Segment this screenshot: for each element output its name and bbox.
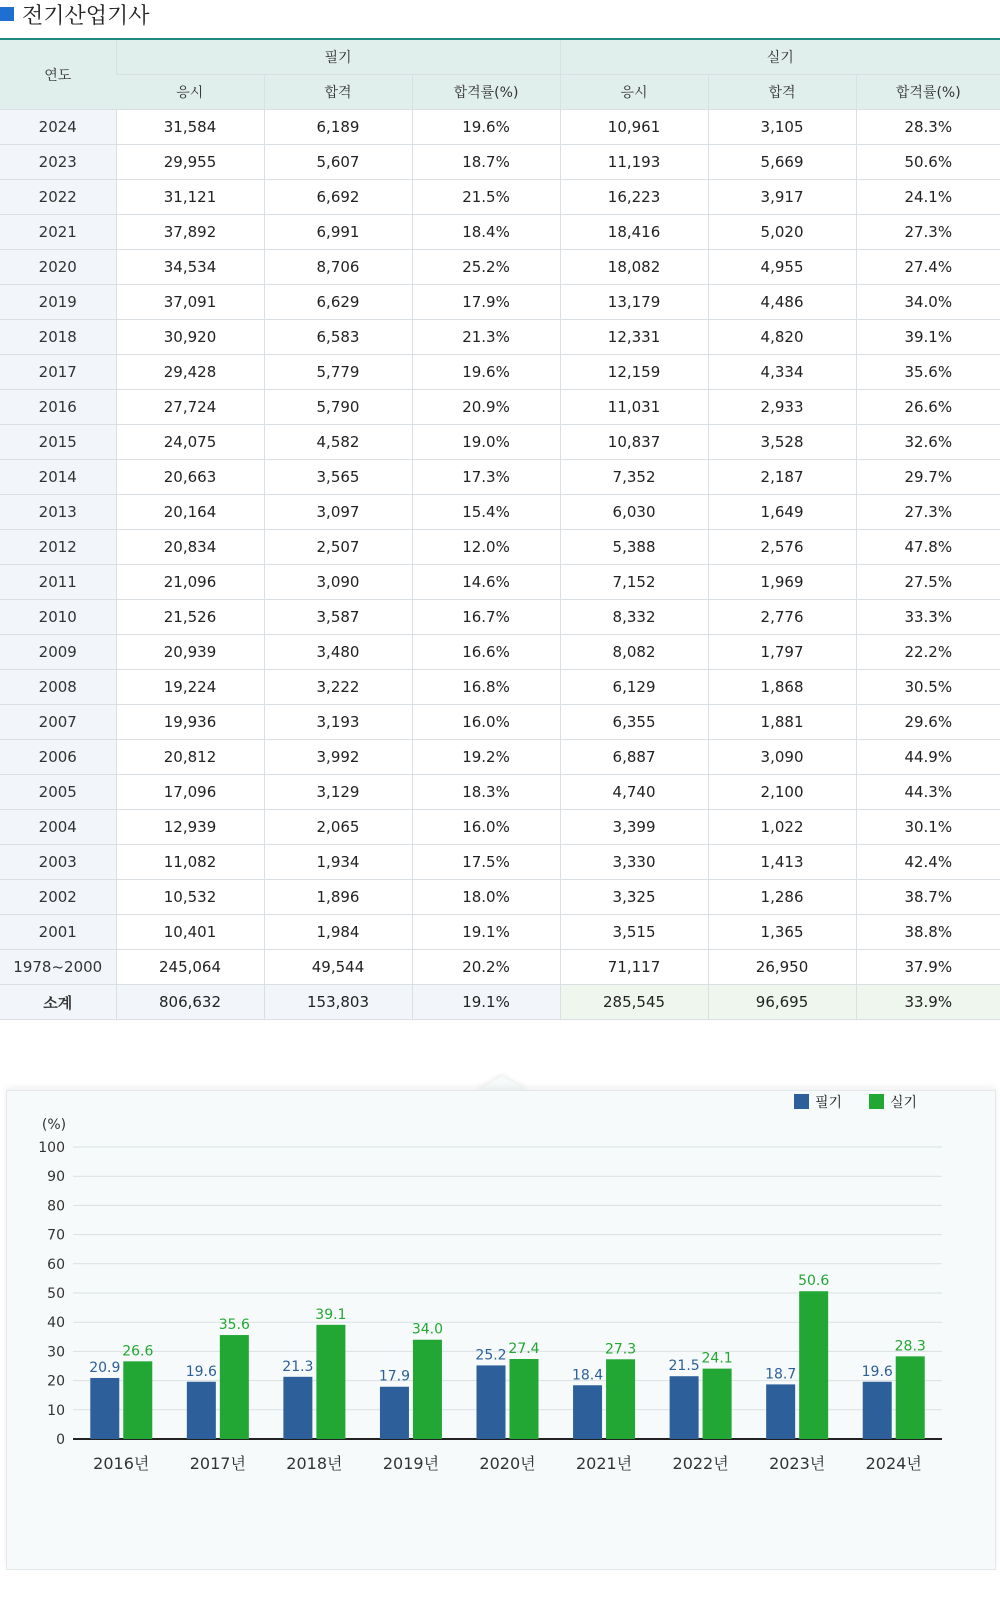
table-cell: 3,105 [708, 110, 856, 145]
table-cell: 19.6% [412, 355, 560, 390]
table-cell: 21.5% [412, 180, 560, 215]
table-cell: 16.0% [412, 810, 560, 845]
y-tick-label: 50 [47, 1286, 65, 1302]
y-tick-label: 80 [47, 1198, 65, 1215]
x-tick-label: 2017년 [189, 1454, 246, 1473]
table-cell: 3,330 [560, 845, 708, 880]
y-tick-label: 100 [38, 1140, 65, 1156]
table-cell: 31,584 [116, 110, 264, 145]
table-cell: 29.6% [856, 705, 1000, 740]
table-cell: 6,692 [264, 180, 412, 215]
table-row [0, 460, 1000, 495]
table-cell: 3,222 [264, 670, 412, 705]
table-cell: 21,096 [116, 565, 264, 600]
table-cell: 16,223 [560, 180, 708, 215]
table-cell: 5,607 [264, 145, 412, 180]
year-cell: 2010 [0, 600, 116, 635]
table-cell: 3,528 [708, 425, 856, 460]
table-cell: 12,331 [560, 320, 708, 355]
table-cell: 19.0% [412, 425, 560, 460]
y-tick-label: 20 [47, 1373, 65, 1390]
table-cell: 3,129 [264, 775, 412, 810]
table-cell: 4,582 [264, 425, 412, 460]
total-cell: 806,632 [116, 985, 264, 1020]
bar-silgi [896, 1356, 925, 1439]
table-cell: 10,961 [560, 110, 708, 145]
year-cell: 2009 [0, 635, 116, 670]
data-label: 39.1 [315, 1306, 347, 1323]
table-cell: 2,065 [264, 810, 412, 845]
year-cell: 2015 [0, 425, 116, 460]
legend-swatch-pilgi [794, 1094, 809, 1109]
x-tick-label: 2016년 [93, 1454, 150, 1473]
table-cell: 5,388 [560, 530, 708, 565]
table-cell: 20.2% [412, 950, 560, 985]
title-marker-icon [0, 7, 14, 21]
bar-silgi [510, 1359, 539, 1439]
table-cell: 13,179 [560, 285, 708, 320]
table-cell: 10,837 [560, 425, 708, 460]
data-label: 50.6 [798, 1273, 830, 1290]
table-cell: 1,896 [264, 880, 412, 915]
table-cell: 4,740 [560, 775, 708, 810]
total-cell: 33.9% [856, 985, 1000, 1020]
table-cell: 30.5% [856, 670, 1000, 705]
table-row [0, 670, 1000, 705]
table-cell: 17.5% [412, 845, 560, 880]
table-row [0, 495, 1000, 530]
table-cell: 1,649 [708, 495, 856, 530]
year-cell: 2024 [0, 110, 116, 145]
table-cell: 44.3% [856, 775, 1000, 810]
table-cell: 4,486 [708, 285, 856, 320]
table-cell: 6,129 [560, 670, 708, 705]
year-cell: 2002 [0, 880, 116, 915]
data-label: 18.4 [571, 1367, 604, 1384]
table-cell: 21,526 [116, 600, 264, 635]
legend-label-silgi: 실기 [890, 1095, 918, 1111]
table-row [0, 110, 1000, 145]
table-cell: 11,031 [560, 390, 708, 425]
table-cell: 12,939 [116, 810, 264, 845]
table-cell: 18,416 [560, 215, 708, 250]
table-cell: 42.4% [856, 845, 1000, 880]
table-row [0, 950, 1000, 985]
table-cell: 3,565 [264, 460, 412, 495]
table-row [0, 740, 1000, 775]
year-cell: 2021 [0, 215, 116, 250]
table-cell: 33.3% [856, 600, 1000, 635]
table-row [0, 880, 1000, 915]
legend-swatch-silgi [869, 1094, 884, 1109]
table-cell: 12.0% [412, 530, 560, 565]
page-title [0, 0, 150, 28]
table-cell: 25.2% [412, 250, 560, 285]
year-cell: 2004 [0, 810, 116, 845]
table-cell: 19.6% [412, 110, 560, 145]
year-cell: 2001 [0, 915, 116, 950]
table-row [0, 705, 1000, 740]
table-cell: 18.0% [412, 880, 560, 915]
bar-silgi [703, 1369, 732, 1439]
data-label: 20.9 [89, 1359, 121, 1376]
sub-header-row [0, 75, 1000, 110]
table-cell: 20,834 [116, 530, 264, 565]
table-cell: 21.3% [412, 320, 560, 355]
table-cell: 14.6% [412, 565, 560, 600]
table-cell: 3,917 [708, 180, 856, 215]
data-label: 17.9 [378, 1368, 411, 1385]
table-cell: 2,576 [708, 530, 856, 565]
table-cell: 38.7% [856, 880, 1000, 915]
table-cell: 10,401 [116, 915, 264, 950]
table-cell: 3,193 [264, 705, 412, 740]
bar-silgi [123, 1361, 152, 1439]
year-cell: 2016 [0, 390, 116, 425]
table-cell: 18.3% [412, 775, 560, 810]
y-tick-label: 0 [56, 1432, 65, 1448]
table-cell: 6,583 [264, 320, 412, 355]
x-tick-label: 2023년 [769, 1454, 826, 1473]
table-row [0, 810, 1000, 845]
data-label: 21.3 [282, 1358, 314, 1375]
table-cell: 31,121 [116, 180, 264, 215]
table-row [0, 180, 1000, 215]
table-cell: 27.3% [856, 215, 1000, 250]
table-cell: 6,991 [264, 215, 412, 250]
legend-label-pilgi: 필기 [815, 1095, 843, 1111]
table-cell: 16.0% [412, 705, 560, 740]
bar-silgi [606, 1359, 635, 1439]
table-cell: 16.7% [412, 600, 560, 635]
table-cell: 6,629 [264, 285, 412, 320]
year-header: 연도 [0, 39, 116, 110]
table-cell: 3,090 [264, 565, 412, 600]
data-label: 28.3 [894, 1338, 926, 1355]
table-cell: 26,950 [708, 950, 856, 985]
data-label: 35.6 [218, 1317, 250, 1334]
table-cell: 16.8% [412, 670, 560, 705]
table-cell: 2,100 [708, 775, 856, 810]
table-cell: 4,334 [708, 355, 856, 390]
table-cell: 1,413 [708, 845, 856, 880]
x-tick-label: 2019년 [382, 1454, 440, 1473]
table-row [0, 775, 1000, 810]
table-cell: 3,399 [560, 810, 708, 845]
year-cell: 2012 [0, 530, 116, 565]
bar-pilgi [670, 1376, 699, 1439]
table-cell: 6,887 [560, 740, 708, 775]
table-row [0, 565, 1000, 600]
table-cell: 1,881 [708, 705, 856, 740]
table-cell: 18,082 [560, 250, 708, 285]
sub-header: 합격 [264, 75, 412, 110]
y-tick-label: 90 [47, 1169, 65, 1186]
table-cell: 47.8% [856, 530, 1000, 565]
year-cell: 2018 [0, 320, 116, 355]
table-cell: 34.0% [856, 285, 1000, 320]
data-label: 27.4 [508, 1340, 540, 1357]
table-row [0, 845, 1000, 880]
table-cell: 2,187 [708, 460, 856, 495]
table-row [0, 355, 1000, 390]
data-label: 26.6 [122, 1343, 154, 1360]
table-cell: 49,544 [264, 950, 412, 985]
table-cell: 2,507 [264, 530, 412, 565]
data-label: 34.0 [411, 1321, 444, 1338]
pass-rate-table [0, 38, 1000, 1020]
y-axis-label: (%) [41, 1117, 67, 1133]
bar-pilgi [766, 1384, 795, 1439]
table-cell: 19,936 [116, 705, 264, 740]
table-body [0, 110, 1000, 1020]
bar-pilgi [90, 1378, 119, 1439]
table-cell: 34,534 [116, 250, 264, 285]
y-tick-label: 10 [47, 1402, 65, 1419]
table-cell: 50.6% [856, 145, 1000, 180]
table-cell: 11,082 [116, 845, 264, 880]
sub-header: 응시 [560, 75, 708, 110]
data-label: 24.1 [701, 1350, 733, 1367]
bar-pilgi [863, 1382, 892, 1439]
table-cell: 20,812 [116, 740, 264, 775]
table-cell: 8,332 [560, 600, 708, 635]
year-cell: 2008 [0, 670, 116, 705]
table-cell: 39.1% [856, 320, 1000, 355]
table-cell: 245,064 [116, 950, 264, 985]
table-row [0, 250, 1000, 285]
sub-header: 합격 [708, 75, 856, 110]
table-cell: 5,020 [708, 215, 856, 250]
data-label: 27.3 [604, 1341, 637, 1358]
table-cell: 8,082 [560, 635, 708, 670]
bar-pilgi [573, 1385, 602, 1439]
table-cell: 1,868 [708, 670, 856, 705]
table-cell: 19.2% [412, 740, 560, 775]
table-cell: 44.9% [856, 740, 1000, 775]
table-cell: 1,797 [708, 635, 856, 670]
table-cell: 6,189 [264, 110, 412, 145]
table-cell: 1,022 [708, 810, 856, 845]
year-cell: 2014 [0, 460, 116, 495]
total-cell: 285,545 [560, 985, 708, 1020]
table-cell: 1,286 [708, 880, 856, 915]
table-row [0, 285, 1000, 320]
table-cell: 19.1% [412, 915, 560, 950]
data-label: 18.7 [765, 1366, 797, 1383]
y-tick-label: 70 [47, 1227, 65, 1244]
table-cell: 15.4% [412, 495, 560, 530]
table-cell: 24.1% [856, 180, 1000, 215]
table-cell: 20,939 [116, 635, 264, 670]
table-cell: 17,096 [116, 775, 264, 810]
table-cell: 4,955 [708, 250, 856, 285]
table-cell: 24,075 [116, 425, 264, 460]
bar-silgi [413, 1340, 442, 1439]
table-cell: 7,152 [560, 565, 708, 600]
table-cell: 4,820 [708, 320, 856, 355]
table-cell: 7,352 [560, 460, 708, 495]
table-cell: 26.6% [856, 390, 1000, 425]
group-header-pilgi: 필기 [116, 39, 560, 75]
total-cell: 96,695 [708, 985, 856, 1020]
data-label: 25.2 [475, 1347, 507, 1364]
sub-header: 합격률(%) [412, 75, 560, 110]
year-cell: 2011 [0, 565, 116, 600]
year-cell: 2020 [0, 250, 116, 285]
table-cell: 18.4% [412, 215, 560, 250]
table-cell: 5,790 [264, 390, 412, 425]
table-cell: 1,934 [264, 845, 412, 880]
table-row [0, 915, 1000, 950]
data-label: 21.5 [668, 1358, 700, 1375]
group-header-silgi: 실기 [560, 39, 1000, 75]
y-tick-label: 40 [47, 1315, 65, 1332]
data-label: 19.6 [861, 1363, 893, 1380]
total-cell: 153,803 [264, 985, 412, 1020]
table-row [0, 425, 1000, 460]
table-cell: 3,992 [264, 740, 412, 775]
table-cell: 35.6% [856, 355, 1000, 390]
table-cell: 22.2% [856, 635, 1000, 670]
table-cell: 3,090 [708, 740, 856, 775]
table-row [0, 390, 1000, 425]
table-cell: 37.9% [856, 950, 1000, 985]
table-cell: 6,355 [560, 705, 708, 740]
y-tick-label: 60 [47, 1256, 65, 1273]
year-cell: 2017 [0, 355, 116, 390]
table-cell: 29,955 [116, 145, 264, 180]
chart-panel [6, 1090, 996, 1570]
table-cell: 17.3% [412, 460, 560, 495]
total-row [0, 985, 1000, 1020]
bar-pilgi [283, 1377, 312, 1439]
table-cell: 3,587 [264, 600, 412, 635]
year-cell: 2023 [0, 145, 116, 180]
table-cell: 10,532 [116, 880, 264, 915]
table-cell: 3,515 [560, 915, 708, 950]
bar-pilgi [477, 1365, 506, 1439]
table-cell: 5,779 [264, 355, 412, 390]
table-cell: 27,724 [116, 390, 264, 425]
table-cell: 37,892 [116, 215, 264, 250]
data-label: 19.6 [185, 1363, 217, 1380]
table-cell: 1,365 [708, 915, 856, 950]
table-cell: 30.1% [856, 810, 1000, 845]
table-cell: 3,480 [264, 635, 412, 670]
table-cell: 5,669 [708, 145, 856, 180]
table-cell: 3,325 [560, 880, 708, 915]
chart-pointer-notch [476, 1076, 528, 1091]
table-cell: 20,164 [116, 495, 264, 530]
table-row [0, 635, 1000, 670]
table-cell: 29.7% [856, 460, 1000, 495]
bar-silgi [799, 1291, 828, 1439]
table-cell: 20.9% [412, 390, 560, 425]
table-cell: 6,030 [560, 495, 708, 530]
table-row [0, 145, 1000, 180]
x-tick-label: 2024년 [865, 1454, 922, 1473]
total-label-cell: 소계 [0, 985, 116, 1020]
table-cell: 11,193 [560, 145, 708, 180]
table-cell: 8,706 [264, 250, 412, 285]
table-cell: 2,776 [708, 600, 856, 635]
year-cell: 2019 [0, 285, 116, 320]
pass-rate-bar-chart [7, 1091, 995, 1569]
year-cell: 2006 [0, 740, 116, 775]
year-cell: 1978~2000 [0, 950, 116, 985]
bar-silgi [316, 1325, 345, 1439]
year-cell: 2022 [0, 180, 116, 215]
table-cell: 17.9% [412, 285, 560, 320]
bar-pilgi [380, 1387, 409, 1439]
table-cell: 3,097 [264, 495, 412, 530]
table-cell: 1,984 [264, 915, 412, 950]
table-cell: 2,933 [708, 390, 856, 425]
year-cell: 2005 [0, 775, 116, 810]
y-tick-label: 30 [47, 1344, 65, 1361]
page-title-text: 전기산업기사 [22, 3, 150, 29]
table-cell: 20,663 [116, 460, 264, 495]
table-cell: 18.7% [412, 145, 560, 180]
table-cell: 1,969 [708, 565, 856, 600]
year-cell: 2007 [0, 705, 116, 740]
table-cell: 30,920 [116, 320, 264, 355]
table-cell: 12,159 [560, 355, 708, 390]
x-tick-label: 2021년 [575, 1454, 633, 1473]
x-tick-label: 2022년 [672, 1454, 729, 1473]
year-cell: 2003 [0, 845, 116, 880]
table-cell: 27.3% [856, 495, 1000, 530]
x-tick-label: 2018년 [286, 1454, 343, 1473]
table-cell: 71,117 [560, 950, 708, 985]
table-row [0, 215, 1000, 250]
table-row [0, 320, 1000, 355]
table-cell: 32.6% [856, 425, 1000, 460]
total-cell: 19.1% [412, 985, 560, 1020]
table-cell: 27.5% [856, 565, 1000, 600]
bar-silgi [220, 1335, 249, 1439]
table-cell: 29,428 [116, 355, 264, 390]
table-cell: 38.8% [856, 915, 1000, 950]
x-tick-label: 2020년 [479, 1454, 536, 1473]
table-row [0, 530, 1000, 565]
table-cell: 27.4% [856, 250, 1000, 285]
table-cell: 16.6% [412, 635, 560, 670]
sub-header: 응시 [116, 75, 264, 110]
sub-header: 합격률(%) [856, 75, 1000, 110]
bar-pilgi [187, 1382, 216, 1439]
table-cell: 37,091 [116, 285, 264, 320]
table-cell: 19,224 [116, 670, 264, 705]
table-cell: 28.3% [856, 110, 1000, 145]
year-cell: 2013 [0, 495, 116, 530]
table-row [0, 600, 1000, 635]
